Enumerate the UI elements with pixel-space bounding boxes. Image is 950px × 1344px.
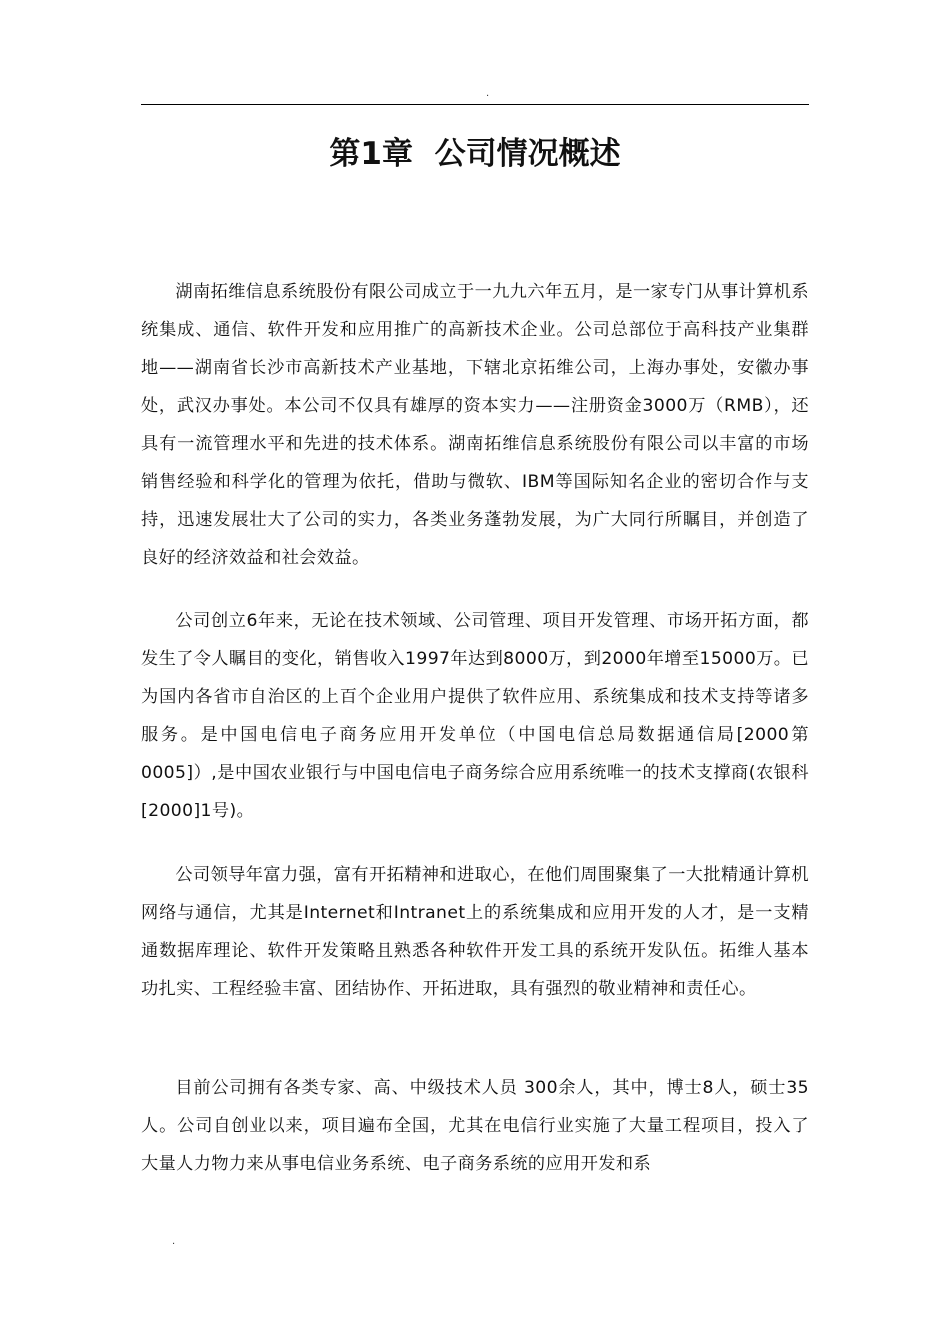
footer-mark: . <box>172 1236 176 1247</box>
paragraph-company-growth: 公司创立6年来，无论在技术领域、公司管理、项目开发管理、市场开拓方面，都发生了令人瞩目的变化，销售收入1997年达到8000万，到2000年增至15000万。已为国内各省市自治区的上百个企业用户提供了软件应用、系统集成和技术支持等诸多服务。是中国电信电子商务应用开发单位（中国电信总局数据通信局[2000第0005]）,是中国农业银行与中国电信电子商务综合应用系统唯一的技术支撑商(农银科[2000]1号)。 <box>141 611 809 821</box>
header-rule <box>141 104 809 105</box>
chapter-title: 第1章 公司情况概述 <box>329 136 621 172</box>
header-mark: . <box>486 88 490 99</box>
paragraph-company-intro: 湖南拓维信息系统股份有限公司成立于一九九六年五月，是一家专门从事计算机系统集成、通信、软件开发和应用推广的高新技术企业。公司总部位于高科技产业集群地——湖南省长沙市高新技术产业基地，下辖北京拓维公司，上海办事处，安徽办事处，武汉办事处。本公司不仅具有雄厚的资本实力——注册资金3000万（RMB），还具有一流管理水平和先进的技术体系。湖南拓维信息系统股份有限公司以丰富的市场销售经验和科学化的管理为依托，借助与微软、IBM等国际知名企业的密切合作与支持，迅速发展壮大了公司的实力，各类业务蓬勃发展，为广大同行所瞩目，并创造了良好的经济效益和社会效益。 <box>141 282 809 568</box>
paragraph-company-staff: 目前公司拥有各类专家、高、中级技术人员 300余人，其中，博士8人，硕士35人。公司自创业以来，项目遍布全国，尤其在电信行业实施了大量工程项目，投入了大量人力物力来从事电信业务系统、电子商务系统的应用开发和系 <box>141 1078 809 1174</box>
paragraph-company-team: 公司领导年富力强，富有开拓精神和进取心，在他们周围聚集了一大批精通计算机网络与通信，尤其是Internet和Intranet上的系统集成和应用开发的人才，是一支精通数据库理论、软件开发策略且熟悉各种软件开发工具的系统开发队伍。拓维人基本功扎实、工程经验丰富、团结协作、开拓进取，具有强烈的敬业精神和责任心。 <box>141 865 809 999</box>
